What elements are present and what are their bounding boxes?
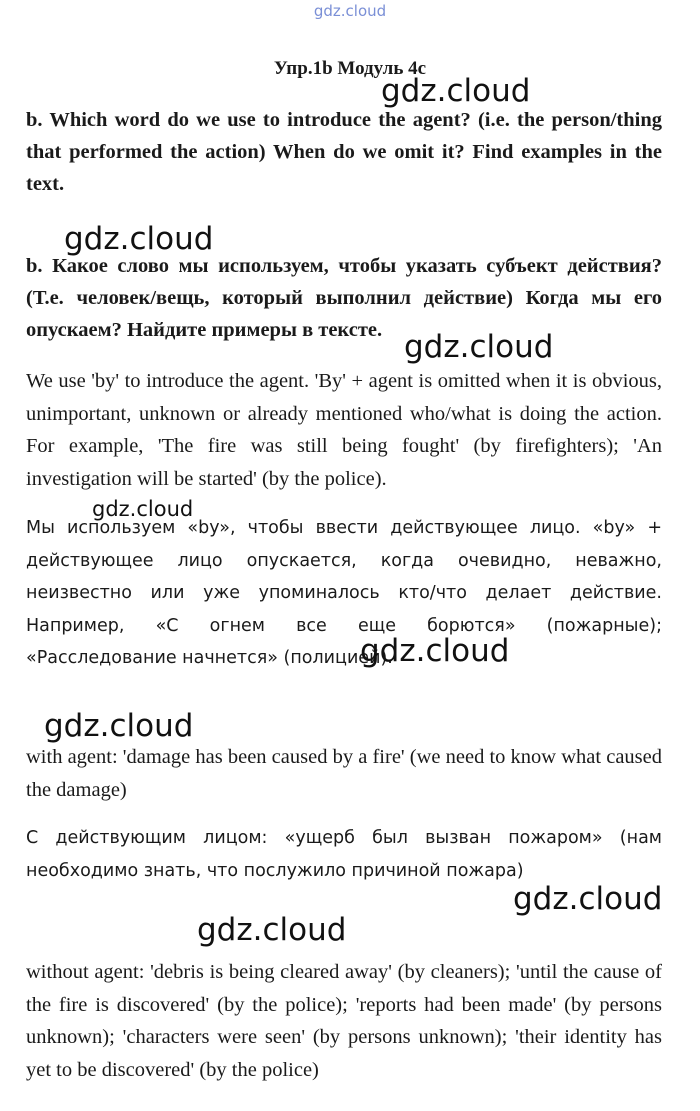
task-english: b. Which word do we use to introduce the agent? (i.e. the person/thing that performed the action) When do we omit it? Find examples in the text. xyxy=(26,109,662,195)
watermark: gdz.cloud xyxy=(92,497,194,521)
watermark: gdz.cloud xyxy=(64,221,214,257)
watermark: gdz.cloud xyxy=(44,708,194,744)
site-mark: gdz.cloud xyxy=(313,2,387,20)
answer-english: We use 'by' to introduce the agent. 'By' + agent is omitted when it is obvious, unimportant, unknown or already mentioned who/what is doing the action. For example, 'The fire was still being fought' (by firefighters); 'An investigation will be started' (by the police). xyxy=(26,370,662,490)
with-agent-russian: С действующим лицом: «ущерб был вызван пожаром» (нам необходимо знать, что послужило причиной пожара) xyxy=(26,828,662,881)
watermark: gdz.cloud xyxy=(360,633,510,669)
watermark: gdz.cloud xyxy=(513,881,663,917)
answer-russian: Мы используем «by», чтобы ввести действующее лицо. «by» + действующее лицо опускается, когда очевидно, неважно, неизвестно или уже упоминалось кто/что делает действие. Например, «С огнем все еще борются» (пожарные); «Расследование начнется» (полицией). xyxy=(26,518,662,668)
watermark: gdz.cloud xyxy=(197,912,347,948)
exercise-heading: Упр.1b Модуль 4c xyxy=(273,58,427,79)
task-russian: b. Какое слово мы используем, чтобы указать субъект действия? (Т.е. человек/вещь, который выполнил действие) Когда мы его опускаем? Найдите примеры в тексте. xyxy=(26,255,662,341)
watermark: gdz.cloud xyxy=(404,329,554,365)
without-agent-english: without agent: 'debris is being cleared away' (by cleaners); 'until the cause of the fire is discovered' (by the police); 'reports had been made' (by persons unknown); 'characters were seen' (by persons unknown); 'their identity has yet to be discovered' (by the police) xyxy=(26,961,662,1081)
watermark: gdz.cloud xyxy=(381,73,531,109)
with-agent-english: with agent: 'damage has been caused by a fire' (we need to know what caused the damage) xyxy=(26,746,662,801)
